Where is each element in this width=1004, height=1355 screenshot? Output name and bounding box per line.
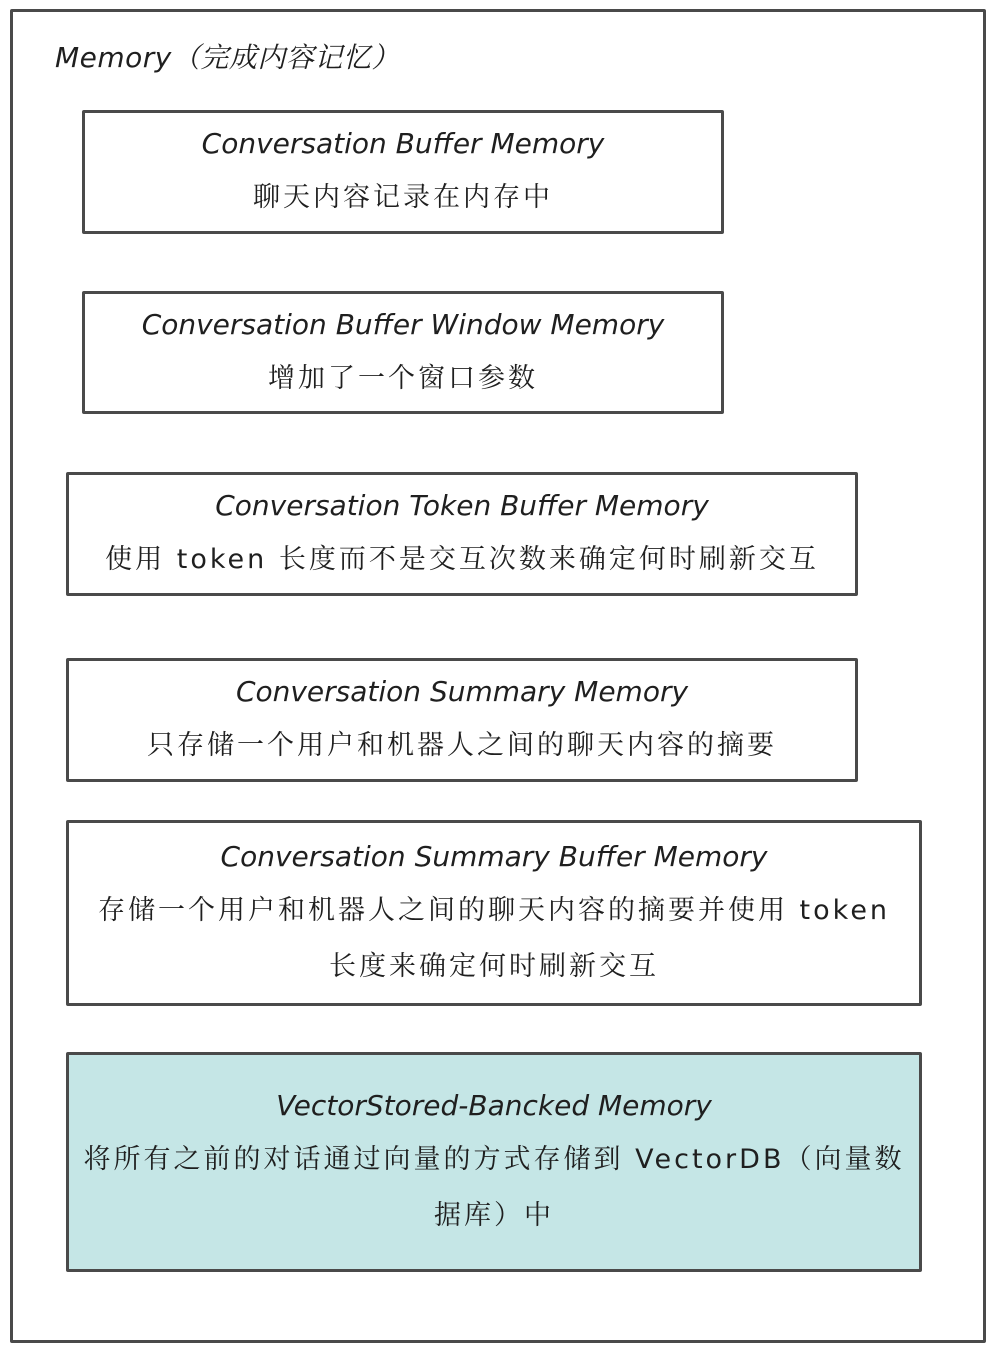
box-heading: Conversation Buffer Window Memory [141,307,665,341]
box-description: 聊天内容记录在内存中 [253,182,553,213]
conversation-summary-memory-box [66,658,858,782]
box-heading: Conversation Buffer Memory [201,127,605,160]
box-description: 使用 token 长度而不是交互次数来确定何时刷新交互 [105,544,819,575]
vectorstored-backed-memory-box [66,1052,922,1272]
box-description: 增加了一个窗口参数 [268,362,538,394]
box-description: 存储一个用户和机器人之间的聊天内容的摘要并使用 token 长度来确定何时刷新交互 [97,895,891,982]
box-heading: Conversation Token Buffer Memory [215,489,709,522]
conversation-summary-buffer-memory-box [66,820,922,1006]
box-heading: VectorStored-Bancked Memory [276,1089,712,1122]
frame-title: Memory（完成内容记忆） [55,41,400,74]
box-heading: Conversation Summary Buffer Memory [220,840,768,873]
conversation-buffer-window-memory-box [82,291,724,414]
box-description: 只存储一个用户和机器人之间的聊天内容的摘要 [147,730,777,761]
conversation-buffer-memory-box [82,110,724,234]
box-description: 将所有之前的对话通过向量的方式存储到 VectorDB（向量数据库）中 [83,1144,905,1231]
box-heading: Conversation Summary Memory [235,675,689,708]
conversation-token-buffer-memory-box [66,472,858,596]
